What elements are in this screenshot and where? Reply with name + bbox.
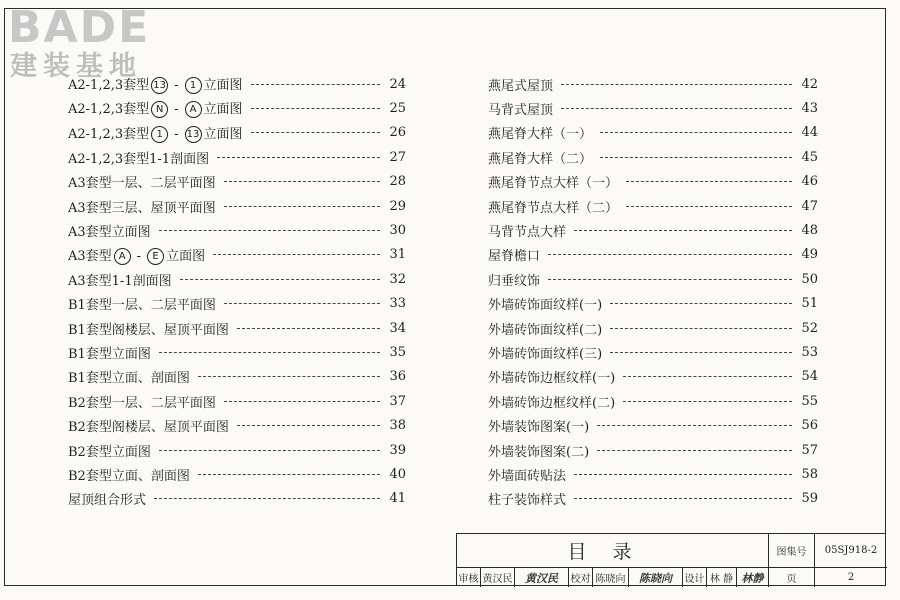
checker-signature: 陈晓向	[629, 568, 683, 587]
toc-entry-title	[68, 148, 213, 167]
toc-entry-title: 燕尾脊大样（一）	[488, 127, 593, 143]
toc-entry	[488, 414, 818, 438]
toc-entry-page: 43	[801, 100, 818, 116]
toc-entry	[68, 72, 406, 96]
toc-entry-title	[68, 221, 155, 240]
dotted-leader	[213, 254, 380, 255]
toc-entry	[68, 267, 406, 291]
dotted-leader	[251, 132, 380, 133]
toc-entry	[488, 438, 818, 462]
toc-entry-title-text: A2-1,2,3套型	[68, 102, 150, 118]
toc-entry-title: 外墙砖饰面纹样(一)	[488, 298, 603, 314]
title-block-title: 目录	[457, 534, 769, 568]
toc-entry-title: 外墙砖饰面纹样(三)	[488, 346, 603, 362]
toc-entry-title: 燕尾脊节点大样（一）	[488, 176, 619, 192]
toc-entry-page: 45	[801, 149, 818, 165]
toc-entry-title	[68, 392, 220, 411]
axis-range-separator: -	[174, 78, 179, 93]
dotted-leader	[574, 230, 792, 231]
toc-entry	[68, 316, 406, 340]
logo-sub-text: 建装基地	[10, 51, 142, 82]
toc-entry-page: 53	[801, 344, 818, 360]
toc-entry-page: 38	[389, 418, 406, 434]
toc-entry-page: 27	[389, 149, 406, 165]
circled-axis-label: A	[114, 248, 131, 265]
toc-entry-title	[68, 74, 247, 94]
toc-entry-title	[68, 441, 155, 460]
toc-entry-page: 26	[389, 125, 406, 141]
dotted-leader	[224, 181, 380, 182]
dotted-leader	[224, 206, 380, 207]
toc-entry-title: 外墙砖饰面纹样(二)	[488, 322, 603, 338]
toc-entry-title: 外墙装饰图案(二)	[488, 444, 590, 460]
toc-entry	[488, 487, 818, 511]
toc-entry-title	[68, 123, 247, 143]
title-block	[456, 533, 886, 586]
toc-entry-title-text: B2套型立面图	[68, 444, 151, 460]
toc-entry-title: 外墙面砖贴法	[488, 468, 567, 484]
toc-entry	[68, 487, 406, 511]
toc-entry-title-text: B2套型立面、剖面图	[68, 468, 190, 484]
toc-entry-title	[68, 416, 233, 435]
dotted-leader	[623, 376, 792, 377]
toc-entry-page: 48	[801, 222, 818, 238]
toc-entry-title-text: A2-1,2,3套型1-1剖面图	[68, 151, 210, 167]
toc-entry-page: 46	[801, 174, 818, 190]
toc-entry-page: 34	[389, 320, 406, 336]
toc-entry	[488, 145, 818, 169]
toc-entry	[68, 121, 406, 145]
toc-entry-title-text: B1套型一层、二层平面图	[68, 298, 216, 314]
toc-entry	[68, 218, 406, 242]
circled-axis-label: 1	[185, 77, 202, 94]
toc-entry-title-text: 屋顶组合形式	[68, 493, 147, 509]
toc-entry-title-text: A3套型一层、二层平面图	[68, 176, 216, 192]
toc-entry	[488, 96, 818, 120]
toc-entry-page: 41	[389, 491, 406, 507]
toc-entry	[488, 194, 818, 218]
toc-entry-title: 归垂纹饰	[488, 273, 541, 289]
toc-entry-title-text: A3套型1-1剖面图	[68, 273, 172, 289]
toc-entry-title	[68, 319, 233, 338]
toc-entry-title-text: A2-1,2,3套型	[68, 126, 150, 142]
page-label: 页	[769, 568, 815, 587]
toc-entry-title	[68, 343, 155, 362]
toc-entry-title	[68, 294, 220, 313]
dotted-leader	[198, 474, 380, 475]
toc-entry-page: 29	[389, 198, 406, 214]
dotted-leader	[198, 376, 380, 377]
dotted-leader	[224, 401, 380, 402]
designer-name: 林 静	[707, 568, 737, 587]
dotted-leader	[561, 108, 792, 109]
toc-entry-title: 马背式屋顶	[488, 102, 554, 118]
dotted-leader	[180, 279, 380, 280]
toc-entry-title	[68, 245, 209, 265]
dotted-leader	[597, 425, 792, 426]
toc-entry-title	[68, 197, 220, 216]
toc-entry-page: 25	[389, 100, 406, 116]
toc-entry-title	[68, 489, 150, 508]
toc-entry	[68, 365, 406, 389]
axis-range-separator: -	[174, 126, 179, 142]
toc-entry	[68, 96, 406, 120]
toc-entry-title-suffix: 立面图	[203, 126, 243, 142]
dotted-leader	[600, 157, 792, 158]
toc-entry-title-suffix: 立面图	[203, 102, 243, 118]
toc-entry	[488, 218, 818, 242]
title-block-signatures-row	[457, 568, 887, 587]
toc-entry-title	[68, 172, 220, 191]
toc-entry-title-text: B1套型阁楼层、屋顶平面图	[68, 322, 229, 338]
circled-axis-label: 13	[185, 126, 202, 143]
toc-entry-page: 40	[389, 466, 406, 482]
toc-entry-title	[68, 367, 194, 386]
toc-entry-title-text: B1套型立面图	[68, 346, 151, 362]
toc-entry	[68, 340, 406, 364]
dotted-leader	[623, 401, 792, 402]
toc-entry-page: 55	[801, 393, 818, 409]
dotted-leader	[224, 303, 380, 304]
toc-entry-page: 37	[389, 393, 406, 409]
toc-entry	[488, 267, 818, 291]
toc-entry	[488, 243, 818, 267]
toc-entry	[68, 292, 406, 316]
dotted-leader	[251, 108, 380, 109]
dotted-leader	[159, 450, 380, 451]
toc-entry-page: 50	[801, 271, 818, 287]
toc-entry-title: 外墙砖饰边框纹样(一)	[488, 371, 616, 387]
toc-entry	[488, 462, 818, 486]
toc-entry-page: 35	[389, 344, 406, 360]
atlas-number-label: 图集号	[769, 534, 815, 568]
toc-entry-title-text: B2套型阁楼层、屋顶平面图	[68, 420, 229, 436]
toc-entry-title: 燕尾式屋顶	[488, 78, 554, 94]
toc-entry-title-text: A2-1,2,3套型	[68, 78, 150, 93]
dotted-leader	[610, 352, 792, 353]
dotted-leader	[626, 206, 792, 207]
dotted-leader	[626, 181, 792, 182]
toc-entry-title: 燕尾脊节点大样（二）	[488, 200, 619, 216]
reviewer-signature: 黄汉民	[515, 568, 569, 587]
review-label: 审核	[457, 568, 481, 587]
toc-entry-page: 33	[389, 296, 406, 312]
toc-entry-page: 31	[389, 247, 406, 263]
toc-entry-page: 52	[801, 320, 818, 336]
circled-axis-label: 1	[151, 126, 168, 143]
toc-entry-title	[68, 98, 247, 118]
toc-entry	[488, 292, 818, 316]
toc-entry	[68, 414, 406, 438]
dotted-leader	[574, 498, 792, 499]
dotted-leader	[548, 254, 792, 255]
toc-entry	[488, 340, 818, 364]
design-label: 设计	[683, 568, 707, 587]
toc-entry-page: 47	[801, 198, 818, 214]
toc-entry	[68, 438, 406, 462]
dotted-leader	[561, 84, 792, 85]
atlas-number-value: 05SJ918-2	[815, 534, 887, 568]
toc-entry	[488, 389, 818, 413]
circled-axis-label: A	[185, 101, 202, 118]
dotted-leader	[154, 498, 380, 499]
check-label: 校对	[569, 568, 593, 587]
dotted-leader	[610, 303, 792, 304]
reviewer-name: 黄汉民	[481, 568, 515, 587]
dotted-leader	[251, 84, 380, 85]
toc-entry	[68, 194, 406, 218]
dotted-leader	[217, 157, 380, 158]
axis-range-separator: -	[136, 248, 142, 264]
toc-entry-page: 49	[801, 247, 818, 263]
logo-main-text: BADE	[8, 2, 151, 53]
circled-axis-label: E	[147, 248, 164, 265]
toc-entry-page: 32	[389, 271, 406, 287]
toc-entry-title-text: B2套型一层、二层平面图	[68, 395, 216, 411]
dotted-leader	[159, 352, 380, 353]
toc-entry	[488, 72, 818, 96]
toc-entry-title: 柱子装饰样式	[488, 493, 567, 509]
toc-entry-page: 54	[801, 369, 818, 385]
toc-entry	[68, 145, 406, 169]
toc-entry	[488, 365, 818, 389]
dotted-leader	[159, 230, 380, 231]
toc-entry-page: 30	[389, 222, 406, 238]
toc-entry-title: 屋脊檐口	[488, 249, 541, 265]
toc-entry-page: 56	[801, 418, 818, 434]
toc-entry-title: 燕尾脊大样（二）	[488, 151, 593, 167]
toc-entry-page: 58	[801, 466, 818, 482]
toc-entry-title-text: A3套型立面图	[68, 224, 151, 240]
toc-entry-title	[68, 465, 194, 484]
toc-entry-page: 51	[801, 296, 818, 312]
toc-entry-page: 57	[801, 442, 818, 458]
toc-entry-title-suffix: 立面图	[203, 78, 243, 93]
checker-name: 陈晓向	[593, 568, 629, 587]
toc-entry-page: 44	[801, 125, 818, 141]
toc-entry	[68, 243, 406, 267]
dotted-leader	[600, 132, 792, 133]
toc-entry-title: 马背节点大样	[488, 224, 567, 240]
toc-entry-title-text: A3套型三层、屋顶平面图	[68, 200, 216, 216]
toc-entry-title	[68, 270, 176, 289]
toc-entry	[68, 170, 406, 194]
dotted-leader	[597, 450, 792, 451]
toc-entry-title-text: A3套型	[68, 248, 112, 264]
toc-entry-page: 59	[801, 491, 818, 507]
toc-entry	[68, 389, 406, 413]
toc-entry-title: 外墙装饰图案(一)	[488, 420, 590, 436]
dotted-leader	[237, 328, 380, 329]
circled-axis-label: 13	[151, 77, 168, 94]
designer-signature: 林静	[737, 568, 769, 587]
toc-entry	[488, 170, 818, 194]
axis-range-separator: -	[174, 102, 179, 118]
dotted-leader	[610, 328, 792, 329]
toc-entry-page: 28	[389, 174, 406, 190]
toc-entry-page: 39	[389, 442, 406, 458]
dotted-leader	[548, 279, 792, 280]
dotted-leader	[237, 425, 380, 426]
toc-entry-page: 36	[389, 369, 406, 385]
toc-entry-title-suffix: 立面图	[166, 248, 206, 264]
toc-entry-page: 24	[389, 76, 406, 92]
circled-axis-label: N	[151, 101, 168, 118]
page-number: 2	[847, 572, 855, 583]
dotted-leader	[574, 474, 792, 475]
toc-entry	[488, 121, 818, 145]
toc-entry	[488, 316, 818, 340]
toc-entry-title: 外墙砖饰边框纹样(二)	[488, 395, 616, 411]
toc-entry-title-text: B1套型立面、剖面图	[68, 371, 190, 387]
toc-entry-page: 42	[801, 76, 818, 92]
toc-entry	[68, 462, 406, 486]
